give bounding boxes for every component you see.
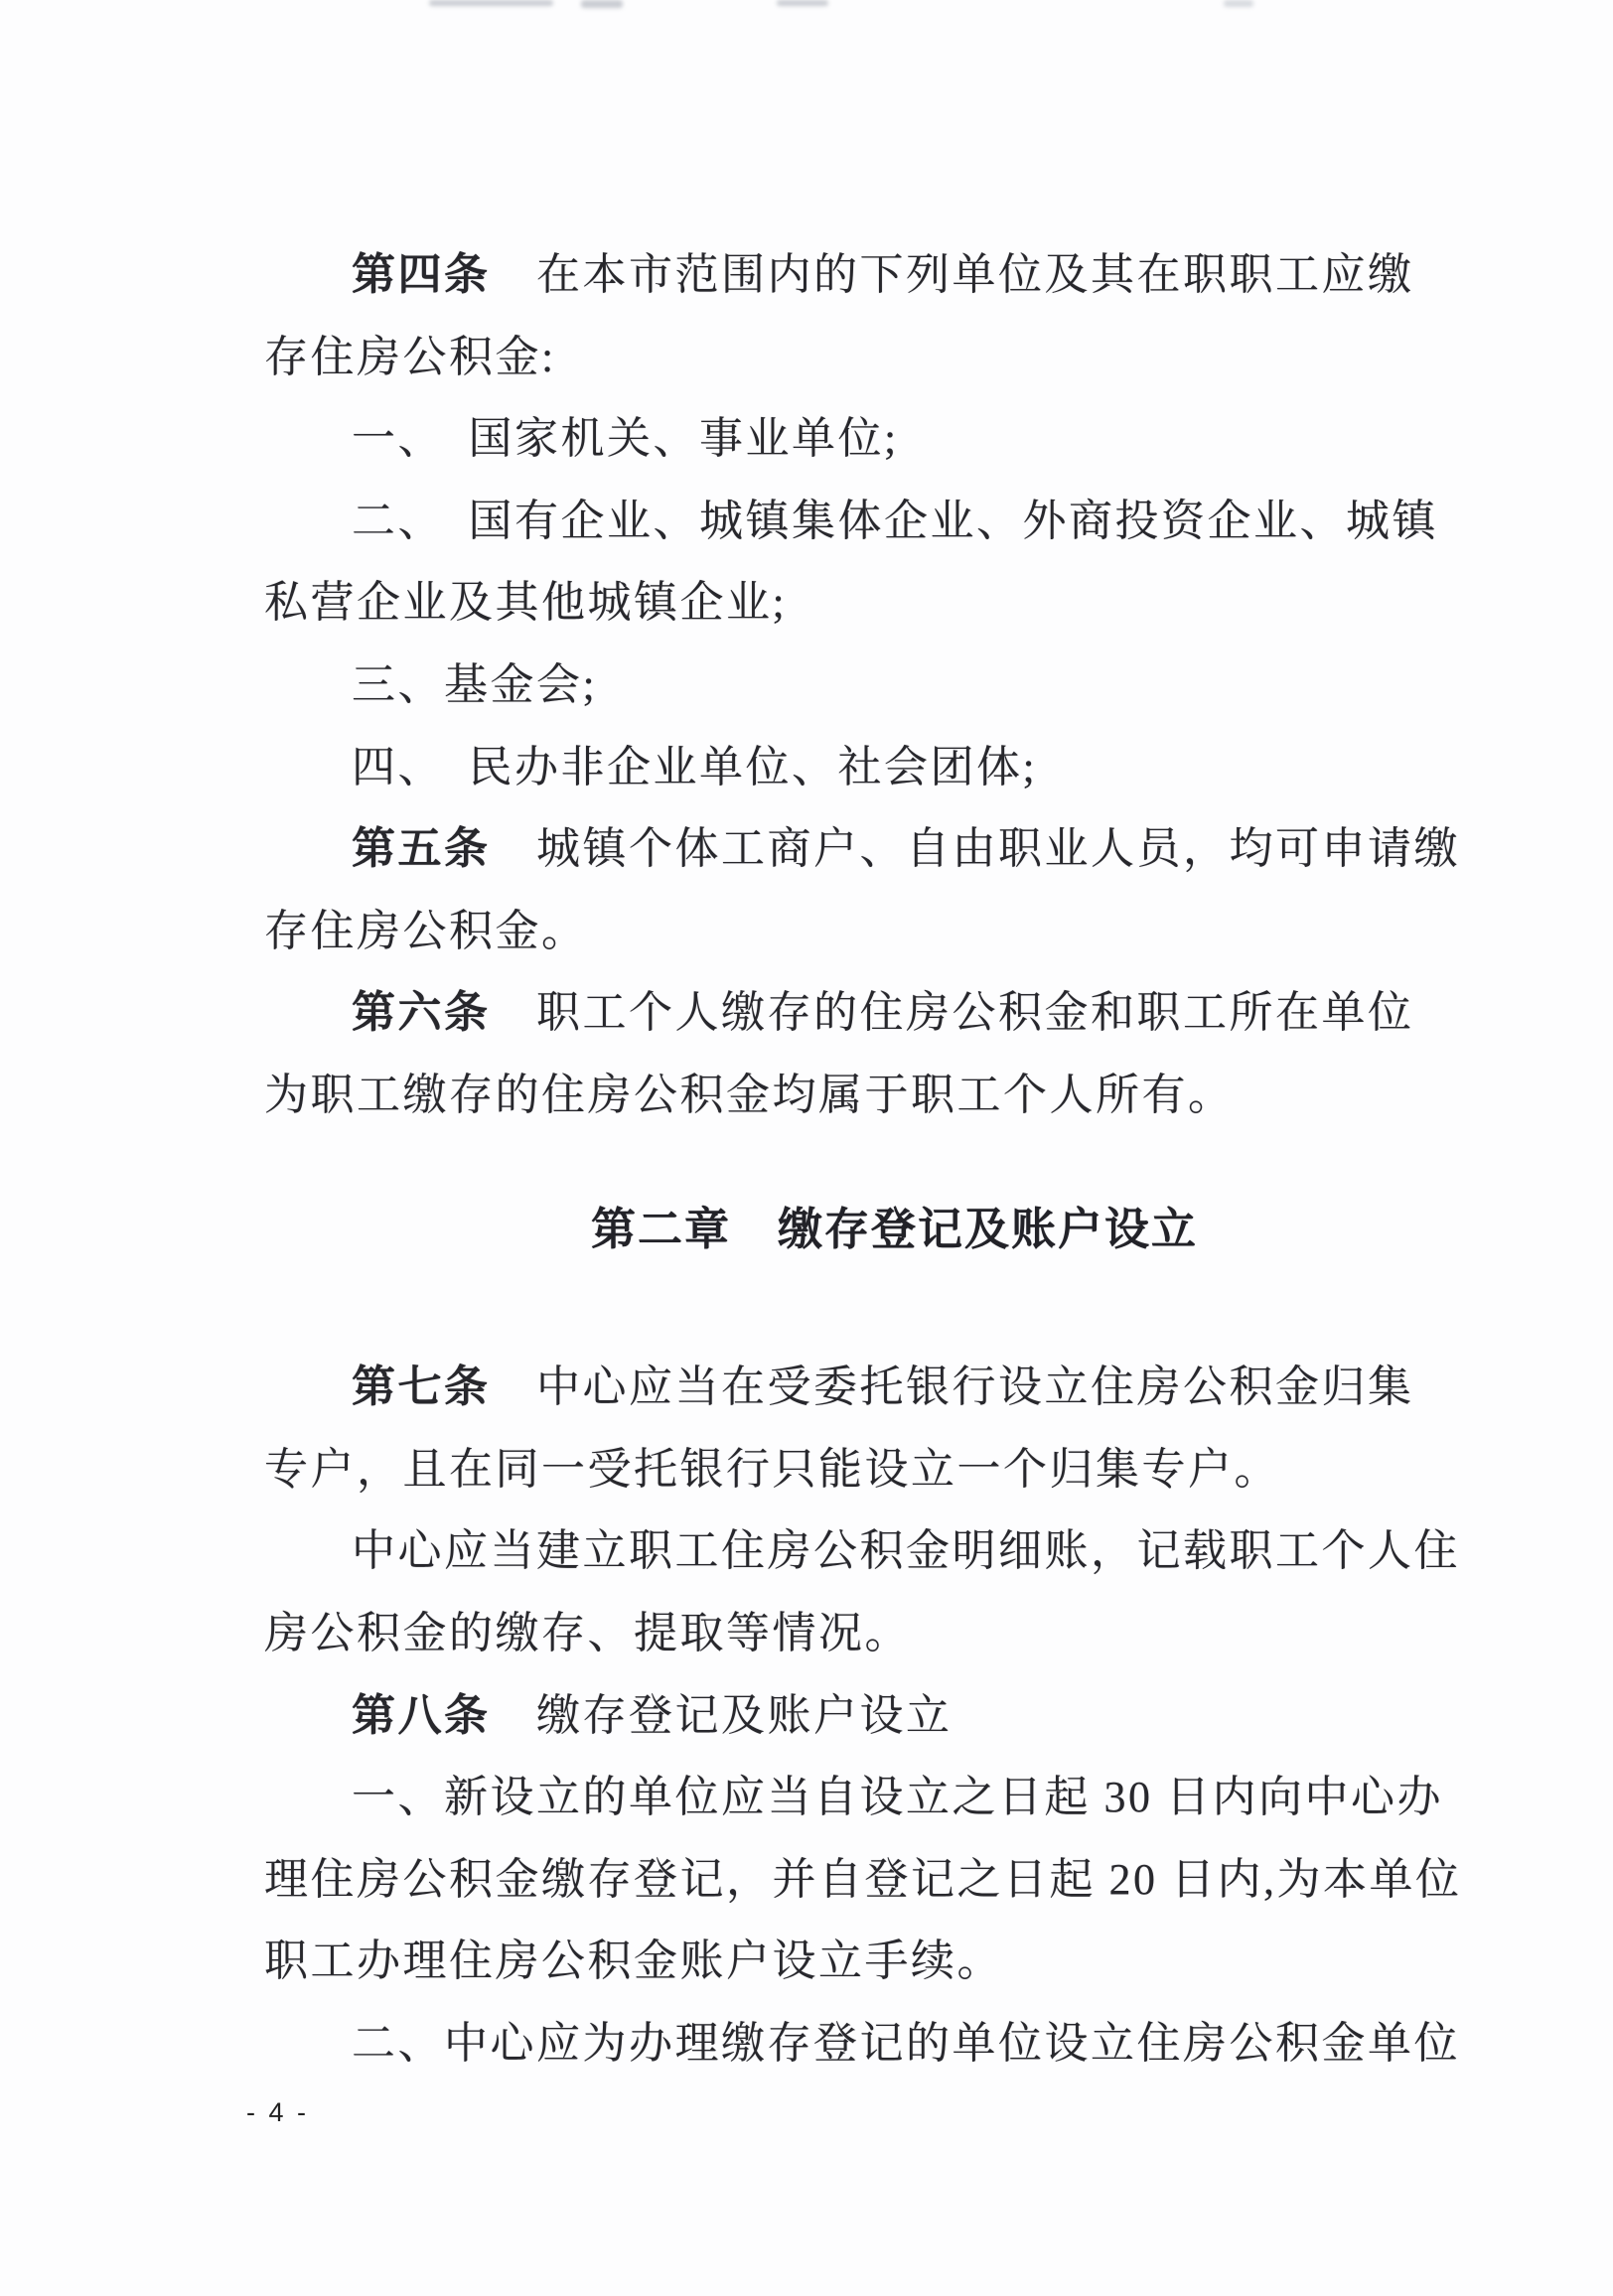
doc-line-article-8 <box>0 1675 1613 1758</box>
doc-line-item-2 <box>0 481 1613 563</box>
line-text: 私营企业及其他城镇企业; <box>264 578 788 628</box>
line-text: 一、 国家机关、事业单位; <box>352 414 899 464</box>
doc-line <box>0 562 1613 645</box>
article-8-term: 第八条 <box>352 1690 491 1740</box>
doc-line <box>0 1921 1613 2003</box>
line-text: 三、基金会; <box>352 659 598 709</box>
line-text: 二、中心应为办理缴存登记的单位设立住房公积金单位 <box>352 2018 1460 2068</box>
line-text: 理住房公积金缴存登记，并自登记之日起 20 日内,为本单位 <box>264 1854 1462 1904</box>
doc-line <box>0 1429 1613 1511</box>
line-text: 在本市范围内的下列单位及其在职职工应缴 <box>490 250 1414 299</box>
doc-line <box>0 317 1613 399</box>
doc-line <box>0 1839 1613 1922</box>
line-text: 专户，且在同一受托银行只能设立一个归集专户。 <box>264 1444 1280 1494</box>
doc-line-item-3 <box>0 645 1613 727</box>
page-number: - 4 - <box>246 2097 310 2127</box>
doc-line <box>0 1510 1613 1593</box>
scan-artifact <box>777 0 828 6</box>
line-text: 中心应当建立职工住房公积金明细账，记载职工个人住 <box>352 1526 1460 1576</box>
scan-artifact <box>429 0 553 6</box>
scan-artifact <box>1224 0 1253 7</box>
chapter-heading: 第二章 缴存登记及账户设立 <box>590 1203 1198 1254</box>
line-text: 二、 国有企业、城镇集体企业、外商投资企业、城镇 <box>352 496 1438 545</box>
doc-line <box>0 1055 1613 1137</box>
article-7-term: 第七条 <box>352 1363 491 1412</box>
doc-line <box>0 1593 1613 1675</box>
line-text: 四、 民办非企业单位、社会团体; <box>352 742 1038 791</box>
line-text: 城镇个体工商户、自由职业人员，均可申请缴 <box>490 824 1460 874</box>
doc-line-article-5 <box>0 808 1613 891</box>
doc-line <box>0 891 1613 973</box>
line-text: 职工办理住房公积金账户设立手续。 <box>264 1937 1003 1986</box>
doc-line-article-6 <box>0 972 1613 1055</box>
doc-line-item-1 <box>0 398 1613 481</box>
article-4-term: 第四条 <box>352 250 491 299</box>
line-text: 存住房公积金: <box>264 332 556 381</box>
scan-artifact <box>581 0 623 8</box>
document-body <box>0 234 1613 2084</box>
article-6-term: 第六条 <box>352 988 491 1038</box>
line-text: 缴存登记及账户设立 <box>490 1690 953 1740</box>
line-text: 一、新设立的单位应当自设立之日起 30 日内向中心办 <box>352 1773 1443 1822</box>
line-text: 存住房公积金。 <box>264 906 588 955</box>
line-text: 为职工缴存的住房公积金均属于职工个人所有。 <box>264 1070 1235 1119</box>
line-text: 中心应当在受委托银行设立住房公积金归集 <box>490 1363 1414 1412</box>
line-text: 房公积金的缴存、提取等情况。 <box>264 1608 911 1657</box>
line-text: 职工个人缴存的住房公积金和职工所在单位 <box>490 988 1414 1038</box>
doc-line-item-2 <box>0 2003 1613 2085</box>
doc-line-item-4 <box>0 727 1613 809</box>
doc-line-article-7 <box>0 1347 1613 1429</box>
article-5-term: 第五条 <box>352 824 491 874</box>
doc-line-article-4 <box>0 234 1613 317</box>
doc-line-item-1 <box>0 1757 1613 1839</box>
